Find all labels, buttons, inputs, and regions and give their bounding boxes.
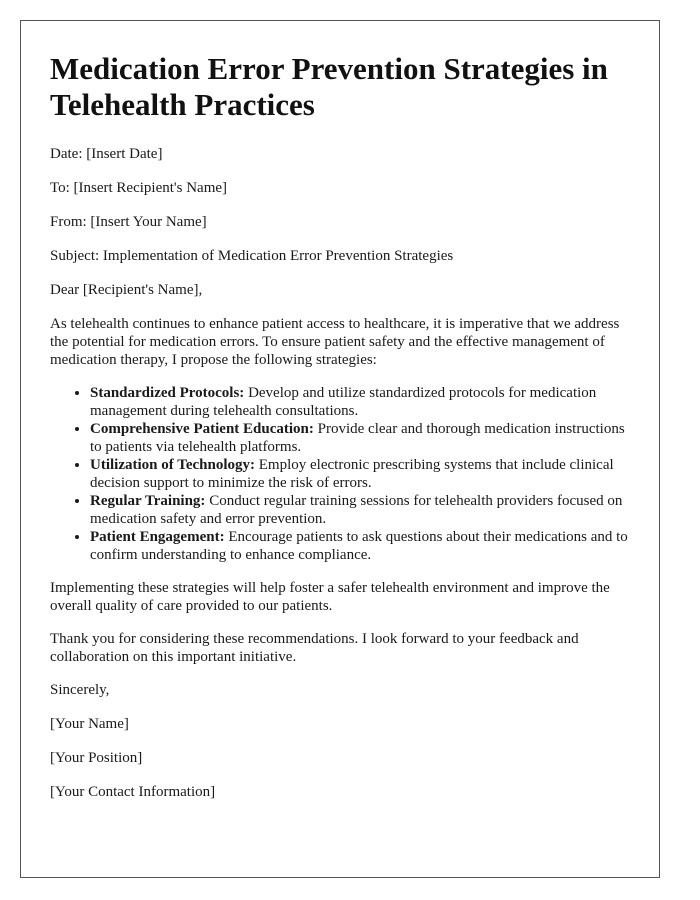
letter-page	[20, 20, 660, 878]
letter-title: Medication Error Prevention Strategies in Telehealth Practices	[50, 51, 608, 122]
thanks-paragraph: Thank you for considering these recommendations. I look forward to your feedback and collaboration on this important initiative.	[50, 631, 579, 665]
signature-name: [Your Name]	[50, 716, 129, 732]
strategy-text: Conduct regular training sessions for telehealth providers focused on medication safety and error prevention.	[90, 493, 623, 527]
subject-line: Subject: Implementation of Medication Error Prevention Strategies	[50, 248, 454, 264]
list-item	[90, 384, 630, 420]
list-item	[90, 456, 630, 492]
list-item	[90, 492, 630, 528]
date-line: Date: [Insert Date]	[50, 146, 163, 162]
strategy-text: Provide clear and thorough medication instructions to patients via telehealth platforms.	[90, 421, 625, 455]
strategy-term: Regular Training:	[90, 493, 206, 509]
from-line: From: [Insert Your Name]	[50, 214, 207, 230]
strategy-list	[50, 384, 630, 564]
strategy-term: Standardized Protocols:	[90, 385, 245, 401]
to-line: To: [Insert Recipient's Name]	[50, 180, 228, 196]
signature-contact: [Your Contact Information]	[50, 784, 216, 800]
strategy-term: Utilization of Technology:	[90, 457, 256, 473]
strategy-term: Patient Engagement:	[90, 529, 225, 545]
closing: Sincerely,	[50, 682, 110, 698]
strategy-text: Encourage patients to ask questions about their medications and to confirm understanding to enhance compliance.	[90, 529, 628, 563]
strategy-text: Develop and utilize standardized protocols for medication management during telehealth consultations.	[90, 385, 597, 419]
conclusion-paragraph: Implementing these strategies will help foster a safer telehealth environment and improve the overall quality of care provided to our patients.	[50, 580, 610, 614]
strategy-term: Comprehensive Patient Education:	[90, 421, 314, 437]
list-item	[90, 420, 630, 456]
intro-paragraph: As telehealth continues to enhance patient access to healthcare, it is imperative that we address the potential for medication errors. To ensure patient safety and the effective management of medication therapy, I propose the following strategies:	[50, 316, 620, 368]
list-item	[90, 528, 630, 564]
salutation: Dear [Recipient's Name],	[50, 282, 203, 298]
strategy-text: Employ electronic prescribing systems that include clinical decision support to minimize the risk of errors.	[90, 457, 614, 491]
signature-position: [Your Position]	[50, 750, 143, 766]
